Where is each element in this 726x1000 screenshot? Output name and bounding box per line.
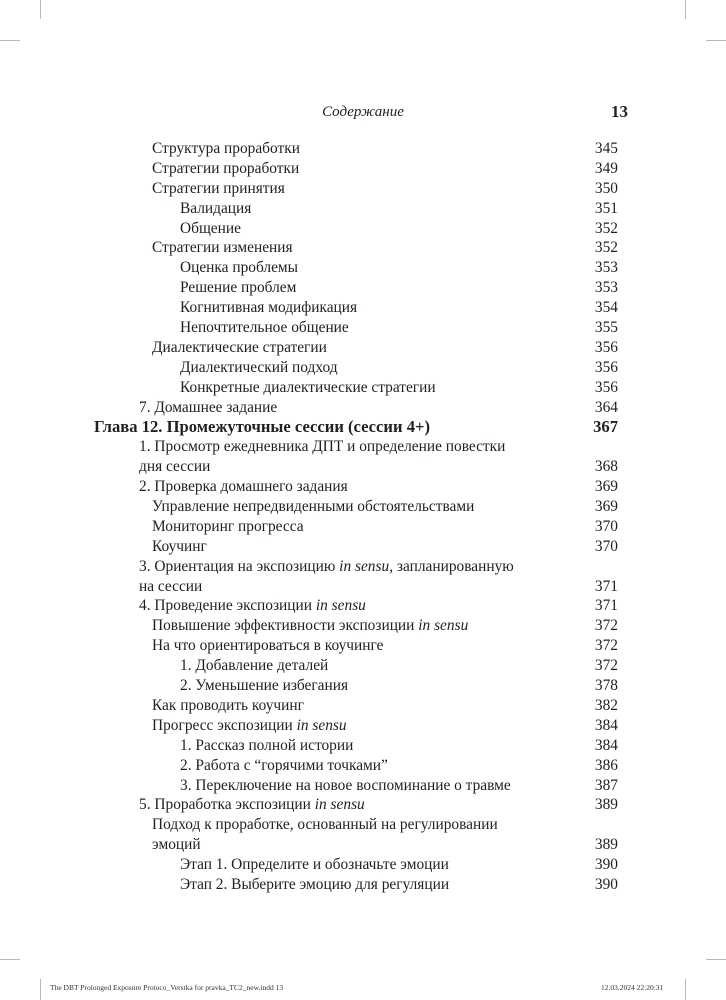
toc-entry-page-number: 355 (594, 319, 618, 337)
toc-entry-row (0, 398, 726, 418)
toc-entry-row (0, 278, 726, 298)
toc-entry-page-number: 382 (594, 696, 618, 714)
toc-entry-row (0, 596, 726, 616)
toc-entry-page-number: 371 (594, 597, 618, 615)
toc-entry-row (0, 875, 726, 895)
toc-entry-text: Стратегии проработки (152, 159, 300, 177)
toc-entry-row (0, 318, 726, 338)
toc-entry-page-number: 368 (594, 458, 618, 476)
toc-entry-page-number: 349 (594, 159, 618, 177)
toc-entry-text: Управление непредвиденными обстоятельствами (152, 498, 475, 516)
crop-mark-top-left (40, 0, 41, 19)
toc-entry-text: Решение проблем (180, 279, 297, 297)
toc-entry-text: Глава 12. Промежуточные сессии (сессии 4+) (94, 417, 430, 437)
crop-mark-left-top (0, 40, 20, 41)
toc-entry-row (0, 696, 726, 716)
crop-mark-left-bottom (0, 959, 20, 960)
toc-entry-page-number: 389 (594, 796, 618, 814)
toc-entry-title (139, 457, 210, 477)
toc-entry-row (0, 795, 726, 815)
toc-entry-text: Непочтительное общение (180, 319, 349, 337)
toc-entry-title (139, 557, 514, 577)
toc-entry-text: На что ориентироваться в коучинге (152, 637, 384, 655)
toc-entry-page-number: 369 (594, 478, 618, 496)
toc-entry-title (180, 258, 298, 278)
toc-entry-text-continued: , запланированную (389, 557, 514, 575)
toc-entry-row (0, 497, 726, 517)
toc-entry-row (0, 736, 726, 756)
toc-chapter-row (0, 417, 726, 437)
toc-entry-text: Мониторинг прогресса (152, 517, 304, 535)
toc-entry-title (180, 676, 348, 696)
toc-entry-text: Оценка проблемы (180, 259, 299, 277)
toc-entry-title (139, 477, 348, 497)
toc-entry-title (152, 696, 304, 716)
toc-entry-page-number: 371 (594, 577, 618, 595)
toc-entry-page-number: 389 (594, 836, 618, 854)
toc-entry-title (180, 318, 349, 338)
toc-entry-row (0, 776, 726, 796)
toc-entry-row (0, 258, 726, 278)
toc-entry-title (139, 596, 366, 616)
toc-entry-text: Стратегии изменения (152, 239, 293, 257)
toc-entry-row (0, 855, 726, 875)
toc-entry-row (0, 577, 726, 597)
toc-entry-title (152, 716, 347, 736)
toc-entry-text: 5. Проработка экспозиции (139, 796, 315, 814)
toc-entry-row (0, 557, 726, 577)
toc-entry-title (139, 577, 202, 597)
toc-entry-row (0, 457, 726, 477)
toc-entry-title (180, 378, 436, 398)
toc-entry-title (180, 278, 296, 298)
toc-entry-title (180, 736, 353, 756)
toc-entry-row (0, 756, 726, 776)
toc-entry-title (180, 219, 241, 239)
toc-entry-row (0, 716, 726, 736)
toc-entry-page-number: 384 (594, 716, 618, 734)
toc-entry-title (152, 179, 285, 199)
toc-entry-title (152, 835, 201, 855)
toc-entry-title (139, 795, 365, 815)
toc-entry-text: дня сессии (139, 458, 211, 476)
toc-entry-text: Конкретные диалектические стратегии (180, 378, 436, 396)
toc-entry-page-number: 367 (593, 417, 618, 437)
toc-entry-title (152, 636, 383, 656)
toc-entry-italic-term: in sensu (418, 617, 469, 635)
toc-entry-title (152, 815, 498, 835)
toc-entry-title (152, 238, 293, 258)
toc-entry-text: на сессии (139, 577, 203, 595)
toc-entry-text: Валидация (180, 199, 252, 217)
running-header-title: Содержание (322, 104, 404, 120)
toc-entry-row (0, 636, 726, 656)
toc-entry-title (180, 358, 338, 378)
toc-entry-page-number: 387 (594, 776, 618, 794)
toc-entry-title (180, 756, 388, 776)
toc-entry-page-number: 356 (594, 338, 618, 356)
toc-entry-title (139, 437, 505, 457)
toc-entry-text: 1. Просмотр ежедневника ДПТ и определение повестки (139, 438, 506, 456)
toc-entry-row (0, 815, 726, 835)
toc-entry-page-number: 378 (594, 677, 618, 695)
toc-entry-text: 1. Добавление деталей (180, 657, 329, 675)
toc-entry-text: Структура проработки (152, 140, 300, 157)
toc-entry-row (0, 199, 726, 219)
toc-entry-title (180, 199, 251, 219)
print-slug-timestamp: 12.03.2024 22:20:31 (601, 983, 664, 992)
toc-entry-text: Повышение эффективности экспозиции (152, 617, 419, 635)
toc-entry-row (0, 676, 726, 696)
toc-entry-page-number: 352 (594, 219, 618, 237)
toc-entry-title (152, 517, 304, 537)
toc-entry-page-number: 356 (594, 358, 618, 376)
toc-entry-page-number: 370 (594, 517, 618, 535)
toc-entry-row (0, 159, 726, 179)
toc-entry-page-number: 354 (594, 299, 618, 317)
toc-entry-text: 2. Работа с “горячими точками” (180, 756, 388, 774)
toc-entry-text: 4. Проведение экспозиции (139, 597, 316, 615)
toc-entry-page-number: 390 (594, 875, 618, 893)
toc-entry-title (180, 656, 328, 676)
toc-entry-page-number: 369 (594, 498, 618, 516)
toc-entry-page-number: 356 (594, 378, 618, 396)
toc-entry-page-number: 384 (594, 736, 618, 754)
crop-mark-bottom-left (40, 979, 41, 1000)
toc-entry-row (0, 517, 726, 537)
toc-entry-row (0, 537, 726, 557)
toc-entry-text: Диалектический подход (180, 358, 338, 376)
toc-entry-page-number: 353 (594, 259, 618, 277)
toc-entry-text: Прогресс экспозиции (152, 716, 297, 734)
toc-entry-text: Этап 1. Определите и обозначьте эмоции (180, 856, 449, 874)
toc-entry-title (94, 417, 430, 437)
toc-entry-title (139, 398, 277, 418)
toc-entry-title (152, 338, 327, 358)
crop-mark-top-right (685, 0, 686, 19)
crop-mark-bottom-right (685, 979, 686, 1000)
toc-entry-page-number: 372 (594, 657, 618, 675)
print-slug-filename: The DBT Prolonged Exposure Protoco_Verstka for pravka_TC2_new.indd 13 (50, 983, 284, 992)
toc-entry-title (152, 616, 468, 636)
toc-entry-italic-term: in sensu (339, 557, 390, 575)
toc-entry-text: 3. Ориентация на экспозицию (139, 557, 340, 575)
toc-entry-title (180, 776, 511, 796)
toc-entry-row (0, 477, 726, 497)
toc-entry-page-number: 370 (594, 537, 618, 555)
toc-entry-row (0, 219, 726, 239)
toc-entry-page-number: 386 (594, 756, 618, 774)
toc-entry-text: эмоций (152, 836, 201, 854)
toc-entry-page-number: 372 (594, 617, 618, 635)
toc-entry-title (180, 298, 357, 318)
toc-entry-text: Диалектические стратегии (152, 338, 327, 356)
toc-entry-page-number: 390 (594, 856, 618, 874)
toc-entry-row (0, 338, 726, 358)
toc-entry-title (152, 537, 207, 557)
toc-entry-title (180, 855, 449, 875)
crop-mark-right-top (706, 40, 726, 41)
toc-entry-text: Когнитивная модификация (180, 299, 358, 317)
crop-mark-right-bottom (706, 959, 726, 960)
toc-entry-page-number: 352 (594, 239, 618, 257)
toc-entry-text: 3. Переключение на новое воспоминание о травме (180, 776, 511, 794)
toc-entry-italic-term: in sensu (315, 597, 366, 615)
toc-entry-text: Коучинг (152, 537, 207, 555)
toc-entry-title (152, 139, 300, 159)
toc-entry-text: 1. Рассказ полной истории (180, 736, 354, 754)
toc-entry-row (0, 179, 726, 199)
toc-entry-row (0, 139, 726, 159)
toc-entry-text: Стратегии принятия (152, 179, 285, 197)
toc-entry-text: Этап 2. Выберите эмоцию для регуляции (180, 875, 450, 893)
toc-entry-row (0, 437, 726, 457)
toc-entry-italic-term: in sensu (296, 716, 347, 734)
toc-entry-text: 2. Проверка домашнего задания (139, 478, 348, 496)
toc-entry-text: Подход к проработке, основанный на регулировании (152, 816, 498, 834)
toc-entry-page-number: 353 (594, 279, 618, 297)
toc-entry-row (0, 358, 726, 378)
toc-entry-title (152, 497, 474, 517)
toc-entry-row (0, 238, 726, 258)
toc-entry-row (0, 378, 726, 398)
toc-entry-title (152, 159, 299, 179)
toc-entry-row (0, 835, 726, 855)
toc-entry-row (0, 656, 726, 676)
toc-entry-page-number: 345 (594, 140, 618, 157)
toc-entry-text: Как проводить коучинг (152, 696, 304, 714)
toc-entry-page-number: 364 (594, 398, 618, 416)
toc-entry-page-number: 351 (594, 199, 618, 217)
toc-entry-page-number: 350 (594, 179, 618, 197)
page-number: 13 (611, 102, 628, 121)
toc-entry-text: Общение (180, 219, 241, 237)
toc-entry-italic-term: in sensu (314, 796, 365, 814)
toc-entry-row (0, 298, 726, 318)
table-of-contents (0, 139, 726, 895)
toc-entry-text: 7. Домашнее задание (139, 398, 278, 416)
toc-entry-text: 2. Уменьшение избегания (180, 677, 349, 695)
toc-entry-row (0, 616, 726, 636)
toc-entry-page-number: 372 (594, 637, 618, 655)
toc-entry-title (180, 875, 449, 895)
